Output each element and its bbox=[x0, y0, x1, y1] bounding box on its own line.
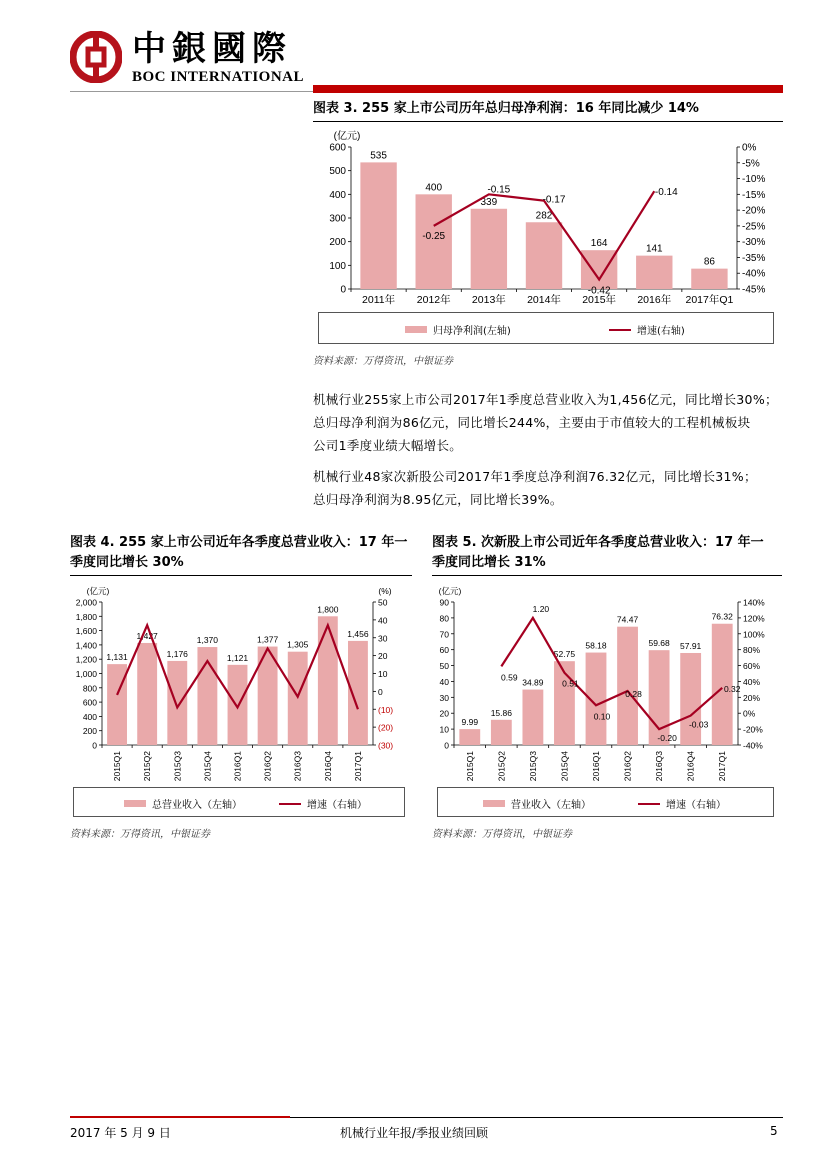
chart4-y-unit: (亿元) bbox=[86, 586, 110, 596]
chart3-bar-label: 400 bbox=[425, 182, 443, 194]
chart4-xtick-label: 2017Q1 bbox=[352, 751, 363, 782]
chart3-title-underline bbox=[313, 121, 783, 122]
chart3-legend bbox=[318, 312, 774, 344]
chart5-y2tick-label: -40% bbox=[743, 740, 763, 751]
chart3-legend-line-label: 增速(右轴) bbox=[637, 326, 685, 337]
chart4-source: 资料来源：万得资讯，中银证券 bbox=[70, 829, 210, 840]
chart4-xtick-label: 2016Q1 bbox=[232, 751, 243, 782]
chart3-xtick-label: 2016年 bbox=[637, 294, 672, 306]
chart5-title-line1: 图表 5. 次新股上市公司近年各季度总营业收入：17 年一 bbox=[432, 535, 764, 550]
chart4-xtick-label: 2016Q2 bbox=[262, 751, 273, 782]
chart5-bar bbox=[491, 720, 512, 745]
chart3-y2tick-label: -5% bbox=[742, 158, 760, 170]
chart4-y2tick-label: (20) bbox=[378, 722, 394, 733]
chart5-line-label: 0.10 bbox=[593, 711, 611, 722]
chart5-y2tick-label: 100% bbox=[743, 629, 765, 640]
chart4-bar bbox=[228, 665, 248, 745]
chart5-bar-label: 34.89 bbox=[522, 677, 544, 688]
chart3-source: 资料来源：万得资讯，中银证券 bbox=[313, 356, 453, 367]
chart5-bar-label: 52.75 bbox=[553, 649, 576, 660]
chart5-ytick-label: 50 bbox=[439, 661, 449, 672]
chart5-y-unit: (亿元) bbox=[438, 586, 462, 596]
chart3-bar bbox=[360, 162, 396, 289]
chart4-xtick-label: 2015Q1 bbox=[112, 751, 123, 782]
chart5-legend-bar-label: 营业收入（左轴） bbox=[511, 800, 591, 811]
chart5-legend-bar bbox=[483, 796, 591, 811]
chart5-bar-label: 58.18 bbox=[585, 640, 607, 651]
chart4-xtick-label: 2015Q4 bbox=[202, 751, 213, 782]
logo-en-text: BOC INTERNATIONAL bbox=[132, 69, 304, 85]
chart5-bar bbox=[522, 690, 543, 745]
chart4-title-line2: 季度同比增长 30% bbox=[70, 555, 184, 570]
chart4-xtick-label: 2015Q3 bbox=[172, 751, 183, 782]
chart4-bar-label: 1,427 bbox=[136, 630, 158, 641]
chart4-ytick-label: 1,000 bbox=[75, 669, 97, 679]
chart5-legend bbox=[437, 787, 774, 817]
chart5-source: 资料来源：万得资讯，中银证券 bbox=[432, 829, 572, 840]
chart4-bar-label: 1,456 bbox=[347, 628, 369, 639]
chart4-ytick-label: 200 bbox=[82, 726, 97, 737]
chart3-bar bbox=[636, 256, 672, 289]
chart4-xtick-label: 2016Q4 bbox=[322, 751, 333, 782]
chart5-xtick-label: 2016Q2 bbox=[622, 751, 633, 782]
legend-bar-swatch bbox=[124, 800, 146, 807]
chart5-ytick-label: 60 bbox=[439, 645, 449, 656]
chart5-bar-label: 9.99 bbox=[461, 717, 479, 728]
chart5-y2tick-label: 40% bbox=[743, 676, 761, 687]
chart4-bar-label: 1,305 bbox=[287, 639, 309, 650]
chart4-y2tick-label: 0 bbox=[378, 686, 383, 697]
chart5-title bbox=[432, 533, 782, 573]
chart5-y2tick-label: 0% bbox=[743, 708, 756, 719]
header-red-bar bbox=[313, 85, 783, 93]
chart3-y2tick-label: -10% bbox=[742, 174, 766, 186]
chart4-y2-unit: (%) bbox=[378, 586, 392, 596]
chart5-title-line2: 季度同比增长 31% bbox=[432, 555, 546, 570]
chart5-y2tick-label: 140% bbox=[743, 597, 765, 608]
chart5-bar bbox=[459, 729, 480, 745]
chart5-bar-label: 76.32 bbox=[711, 611, 733, 622]
chart3-xtick-label: 2013年 bbox=[471, 294, 506, 306]
chart3-y2tick-label: -20% bbox=[742, 205, 766, 217]
chart4-xtick-label: 2015Q2 bbox=[142, 751, 153, 782]
chart4-legend-bar-label: 总营业收入（左轴） bbox=[152, 800, 242, 811]
chart3-bar-label: 164 bbox=[590, 238, 608, 250]
chart3-ytick-label: 100 bbox=[329, 260, 346, 272]
chart4-y2tick-label: (30) bbox=[378, 740, 394, 751]
chart4-bar-label: 1,377 bbox=[256, 634, 279, 645]
chart3-bar-label: 535 bbox=[370, 150, 387, 162]
chart3-legend-bar-label: 归母净利润(左轴) bbox=[433, 326, 511, 337]
logo-cn-text: 中銀國際 bbox=[132, 29, 292, 69]
paragraph-line: 总归母净利润为8.95亿元，同比增长39%。 bbox=[313, 492, 563, 507]
chart3-ytick-label: 400 bbox=[329, 189, 346, 201]
chart4-bar bbox=[318, 616, 338, 745]
footer-date: 2017 年 5 月 9 日 bbox=[70, 1126, 171, 1140]
chart5-y2tick-label: 120% bbox=[743, 613, 765, 624]
legend-line-swatch bbox=[638, 803, 660, 805]
chart3 bbox=[313, 125, 783, 315]
chart3-xtick-label: 2011年 bbox=[362, 294, 396, 306]
chart4-ytick-label: 2,000 bbox=[75, 597, 97, 608]
chart4-ytick-label: 400 bbox=[82, 711, 97, 722]
chart5 bbox=[432, 577, 782, 787]
chart3-bar bbox=[691, 269, 727, 289]
chart4-bar-label: 1,121 bbox=[226, 652, 249, 663]
chart5-y2tick-label: 20% bbox=[743, 692, 761, 703]
chart4-y2tick-label: (10) bbox=[378, 704, 394, 715]
chart3-ytick-label: 500 bbox=[329, 166, 346, 178]
footer-title: 机械行业年报/季报业绩回顾 bbox=[340, 1126, 489, 1140]
chart4-y2tick-label: 20 bbox=[378, 651, 388, 662]
chart4-ytick-label: 1,400 bbox=[75, 640, 97, 651]
chart5-bar-label: 74.47 bbox=[616, 614, 639, 625]
chart4-legend-line-label: 增速（右轴） bbox=[307, 800, 367, 811]
chart5-ytick-label: 0 bbox=[444, 740, 449, 751]
chart4-legend-line bbox=[279, 796, 367, 811]
chart5-ytick-label: 80 bbox=[439, 613, 449, 624]
chart5-y2tick-label: 80% bbox=[743, 645, 761, 656]
chart5-y2tick-label: 60% bbox=[743, 661, 761, 672]
chart5-line-label: -0.03 bbox=[688, 719, 709, 730]
legend-line-swatch bbox=[279, 803, 301, 805]
chart5-line-label: -0.20 bbox=[657, 733, 677, 744]
chart5-ytick-label: 30 bbox=[439, 692, 449, 703]
chart5-ytick-label: 70 bbox=[439, 629, 449, 640]
boc-logo-icon bbox=[70, 31, 122, 83]
chart4-bar bbox=[137, 643, 157, 745]
footer-red-accent bbox=[70, 1116, 290, 1118]
chart3-line-label: -0.15 bbox=[487, 184, 511, 196]
chart5-title-underline bbox=[432, 575, 782, 576]
chart5-line-label: 0.59 bbox=[501, 672, 518, 683]
chart5-line-label: 0.32 bbox=[723, 683, 741, 694]
chart5-xtick-label: 2015Q2 bbox=[496, 751, 507, 782]
chart3-y2tick-label: -30% bbox=[742, 237, 766, 249]
legend-bar-swatch bbox=[405, 326, 427, 333]
legend-bar-swatch bbox=[483, 800, 505, 807]
chart4-bar-label: 1,800 bbox=[317, 604, 339, 615]
chart4-title bbox=[70, 533, 415, 573]
chart3-line-label: -0.14 bbox=[654, 187, 678, 199]
chart3-bar-label: 86 bbox=[703, 256, 715, 268]
chart4-bar-label: 1,176 bbox=[166, 648, 188, 659]
chart3-ytick-label: 600 bbox=[329, 142, 346, 154]
chart5-legend-line bbox=[638, 796, 726, 811]
paragraph-line: 总归母净利润为86亿元，同比增长244%，主要由于市值较大的工程机械板块 bbox=[313, 415, 751, 430]
chart5-ytick-label: 40 bbox=[439, 676, 449, 687]
chart4-bar bbox=[167, 661, 187, 745]
chart4-title-underline bbox=[70, 575, 412, 576]
paragraph-line: 机械行业48家次新股公司2017年1季度总净利润76.32亿元，同比增长31%； bbox=[313, 469, 757, 484]
legend-line-swatch bbox=[609, 329, 631, 331]
chart5-ytick-label: 90 bbox=[439, 597, 449, 608]
chart4-legend bbox=[73, 787, 405, 817]
chart5-xtick-label: 2015Q1 bbox=[464, 751, 475, 782]
header-rule bbox=[70, 91, 313, 92]
chart3-y-unit: (亿元) bbox=[333, 131, 361, 142]
chart5-xtick-label: 2016Q1 bbox=[591, 751, 601, 782]
chart3-y2tick-label: -25% bbox=[742, 221, 766, 233]
chart4-ytick-label: 1,800 bbox=[75, 611, 97, 622]
chart4-y2tick-label: 30 bbox=[378, 633, 388, 644]
chart3-bar-label: 339 bbox=[480, 196, 498, 208]
chart3-line-label: -0.17 bbox=[542, 194, 566, 206]
chart3-y2tick-label: -45% bbox=[742, 284, 766, 296]
chart3-legend-bar bbox=[405, 322, 511, 337]
chart3-line-label: -0.25 bbox=[422, 230, 446, 242]
chart5-line-label: 0.51 bbox=[562, 678, 579, 689]
chart3-ytick-label: 0 bbox=[340, 284, 346, 296]
chart4-legend-bar bbox=[124, 796, 242, 811]
chart5-ytick-label: 20 bbox=[439, 708, 449, 719]
chart3-legend-line bbox=[609, 322, 685, 337]
paragraph-line: 公司1季度业绩大幅增长。 bbox=[313, 438, 463, 453]
chart5-xtick-label: 2016Q4 bbox=[685, 751, 696, 782]
chart5-line-label: 0.28 bbox=[625, 688, 642, 699]
boc-logo bbox=[70, 28, 310, 88]
chart3-y2tick-label: -40% bbox=[742, 268, 766, 280]
chart5-bar-label: 59.68 bbox=[648, 638, 670, 649]
chart4-ytick-label: 1,200 bbox=[75, 654, 97, 665]
chart3-ytick-label: 300 bbox=[329, 213, 346, 225]
chart3-bar bbox=[526, 222, 562, 289]
chart3-y2tick-label: -15% bbox=[742, 189, 766, 201]
chart5-xtick-label: 2015Q3 bbox=[527, 751, 538, 782]
chart5-bar bbox=[680, 653, 701, 745]
chart4-ytick-label: 800 bbox=[82, 683, 97, 694]
chart3-bar-label: 141 bbox=[645, 243, 663, 255]
chart3-xtick-label: 2014年 bbox=[527, 294, 561, 306]
chart4-ytick-label: 0 bbox=[92, 740, 97, 751]
paragraph-line: 机械行业255家上市公司2017年1季度总营业收入为1,456亿元，同比增长30%； bbox=[313, 392, 778, 407]
body-text bbox=[313, 388, 783, 511]
chart5-line-label: 1.20 bbox=[532, 603, 550, 614]
chart4-ytick-label: 600 bbox=[82, 697, 97, 708]
chart4-xtick-label: 2016Q3 bbox=[292, 751, 303, 782]
chart5-xtick-label: 2015Q4 bbox=[559, 751, 570, 782]
chart4-y2tick-label: 50 bbox=[378, 597, 388, 608]
chart4-y2tick-label: 10 bbox=[378, 669, 388, 679]
chart4 bbox=[70, 577, 415, 787]
chart3-xtick-label: 2017年Q1 bbox=[685, 294, 734, 306]
chart3-title: 图表 3. 255 家上市公司历年总归母净利润：16 年同比减少 14% bbox=[313, 101, 699, 116]
chart3-xtick-label: 2015年 bbox=[582, 294, 617, 306]
chart3-bar-label: 282 bbox=[535, 210, 553, 222]
chart4-y2tick-label: 40 bbox=[378, 615, 388, 626]
chart5-legend-line-label: 增速（右轴） bbox=[666, 800, 726, 811]
chart3-bar bbox=[471, 209, 507, 289]
chart5-y2tick-label: -20% bbox=[743, 724, 763, 735]
chart5-bar-label: 15.86 bbox=[490, 707, 512, 718]
chart3-line-label: -0.42 bbox=[587, 285, 611, 297]
chart5-bar bbox=[617, 627, 638, 745]
page-number: 5 bbox=[770, 1124, 778, 1138]
chart5-ytick-label: 10 bbox=[439, 724, 449, 735]
chart4-bar-label: 1,370 bbox=[196, 635, 219, 646]
chart5-bar bbox=[649, 650, 670, 745]
chart4-title-line1: 图表 4. 255 家上市公司近年各季度总营业收入：17 年一 bbox=[70, 535, 408, 550]
chart5-xtick-label: 2017Q1 bbox=[717, 751, 728, 782]
chart5-bar-label: 57.91 bbox=[680, 640, 702, 651]
chart3-y2tick-label: 0% bbox=[742, 142, 757, 154]
chart3-y2tick-label: -35% bbox=[742, 252, 766, 264]
chart4-ytick-label: 1,600 bbox=[75, 626, 97, 637]
chart3-bar bbox=[581, 250, 617, 289]
chart3-xtick-label: 2012年 bbox=[416, 294, 451, 306]
chart4-bar-label: 1,131 bbox=[106, 652, 128, 663]
chart5-xtick-label: 2016Q3 bbox=[654, 751, 665, 782]
chart3-ytick-label: 200 bbox=[329, 237, 346, 249]
